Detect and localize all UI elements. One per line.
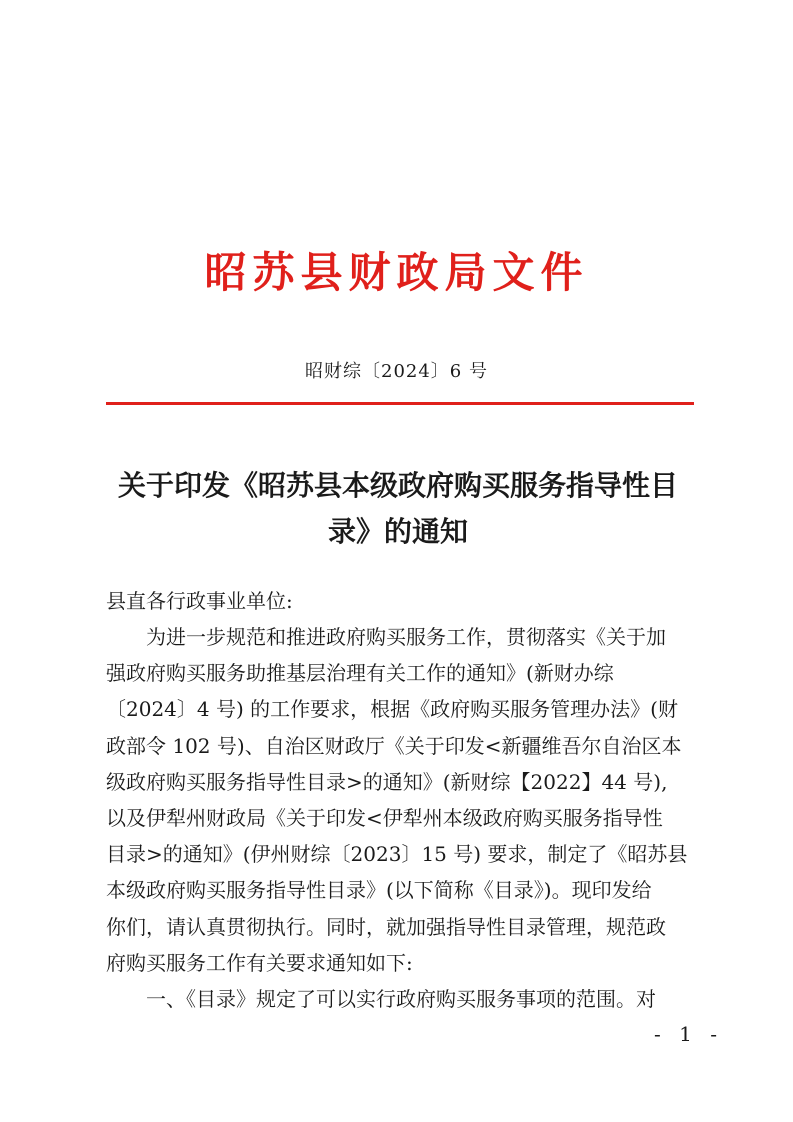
document-number: 昭财综〔2024〕6 号 xyxy=(305,361,488,382)
body-text xyxy=(106,619,696,1017)
addressee: 县直各行政事业单位: xyxy=(106,589,293,613)
body-line: 为进一步规范和推进政府购买服务工作，贯彻落实《关于加 xyxy=(146,625,666,649)
body-line: 府购买服务工作有关要求通知如下: xyxy=(106,950,413,975)
body-line: 一、《目录》规定了可以实行政府购买服务事项的范围。对 xyxy=(146,986,656,1011)
red-divider-line xyxy=(106,402,694,405)
body-line: 强政府购买服务助推基层治理有关工作的通知》(新财办综 xyxy=(106,661,614,686)
body-line: 以及伊犁州财政局《关于印发<伊犁州本级政府购买服务指导性 xyxy=(106,805,663,830)
notice-title-line-2: 录》的通知 xyxy=(327,515,468,548)
issuer-header-title: 昭苏县财政局文件 xyxy=(204,248,589,297)
body-line: 本级政府购买服务指导性目录》(以下简称《目录》)。现印发给 xyxy=(106,878,652,903)
body-line: 目录>的通知》(伊州财综〔2023〕15 号) 要求，制定了《昭苏县 xyxy=(106,842,688,867)
notice-title xyxy=(96,463,700,555)
page-number: - 1 - xyxy=(654,1022,723,1046)
body-line: 政部令 102 号)、自治区财政厅《关于印发<新疆维吾尔自治区本 xyxy=(106,733,682,758)
body-line: 级政府购买服务指导性目录>的通知》(新财综【2022】44 号), xyxy=(106,769,668,794)
body-line: 你们，请认真贯彻执行。同时，就加强指导性目录管理，规范政 xyxy=(106,914,666,939)
body-line: 〔2024〕4 号) 的工作要求，根据《政府购买服务管理办法》(财 xyxy=(106,697,678,722)
notice-title-line-1: 关于印发《昭苏县本级政府购买服务指导性目 xyxy=(117,469,678,502)
